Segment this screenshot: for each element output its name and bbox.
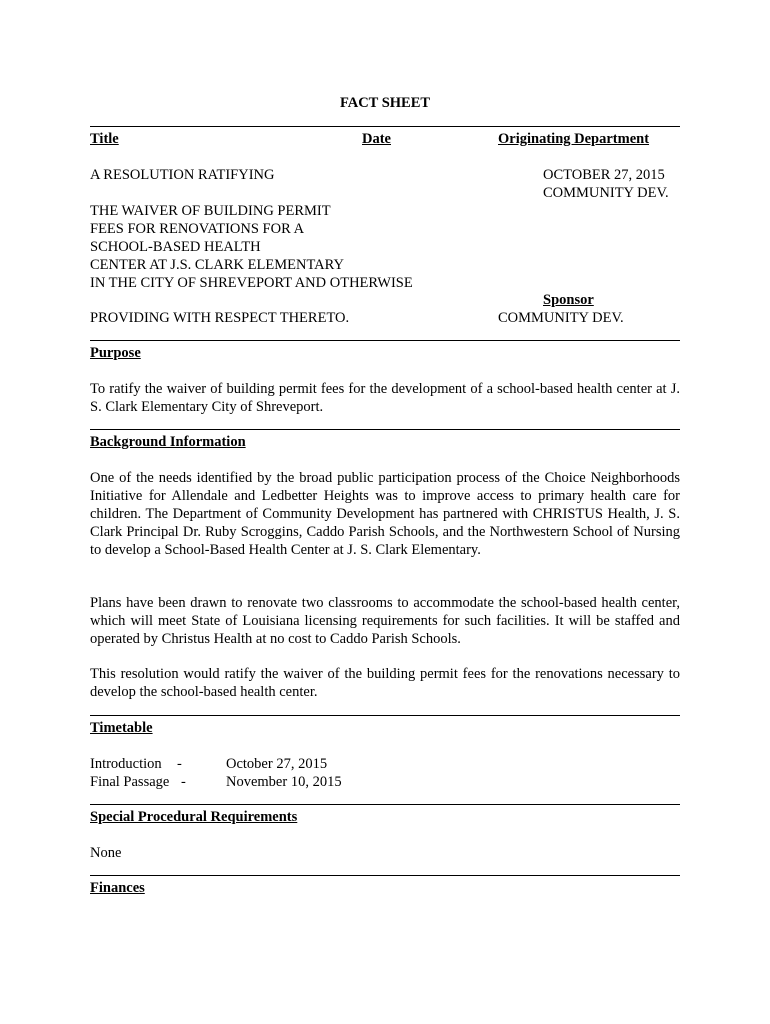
timetable-label: Final Passage (90, 774, 170, 790)
resolution-line: IN THE CITY OF SHREVEPORT AND OTHERWISE (90, 275, 413, 291)
sponsor-value: COMMUNITY DEV. (498, 310, 624, 326)
section-rule (90, 429, 680, 430)
origin-date: OCTOBER 27, 2015 (543, 167, 665, 183)
background-paragraph: One of the needs identified by the broad public participation process of the Choice Neighborhoods Initiative for Allendale and Ledbetter Heights was to improve access to primary health care for children. The Department of Community Development has partnered with CHRISTUS Health, J. S. Clark Principal Dr. Ruby Scroggins, Caddo Parish Schools, and the Northwestern School of Nursing to develop a School-Based Health Center at J. S. Clark Elementary. (90, 470, 680, 558)
timetable-date: October 27, 2015 (226, 756, 328, 772)
purpose-heading: Purpose (90, 345, 141, 361)
resolution-line: FEES FOR RENOVATIONS FOR A (90, 221, 305, 237)
title-column-label: Title (90, 131, 119, 147)
special-requirements-text: None (90, 845, 122, 861)
background-paragraph: Plans have been drawn to renovate two classrooms to accommodate the school-based health center, which will meet State of Louisiana licensing requirements for such facilities. It will be staffed and operated by Christus Health at no cost to Caddo Parish Schools. (90, 595, 680, 647)
background-paragraph: This resolution would ratify the waiver of the building permit fees for the renovations necessary to develop the school-based health center. (90, 666, 680, 700)
section-rule (90, 804, 680, 805)
timetable-dash: - (181, 774, 186, 790)
finances-heading: Finances (90, 880, 145, 896)
document-title: FACT SHEET (339, 95, 431, 111)
section-rule (90, 715, 680, 716)
sponsor-label: Sponsor (543, 292, 594, 308)
timetable-dash: - (177, 756, 182, 772)
header-rule (90, 126, 680, 127)
resolution-last-line: PROVIDING WITH RESPECT THERETO. (90, 310, 350, 326)
resolution-body (90, 202, 413, 292)
date-column-label: Date (362, 131, 391, 147)
timetable-date: November 10, 2015 (226, 774, 342, 790)
resolution-line: CENTER AT J.S. CLARK ELEMENTARY (90, 257, 344, 273)
timetable-heading: Timetable (90, 720, 153, 736)
resolution-line: SCHOOL-BASED HEALTH (90, 239, 261, 255)
purpose-text: To ratify the waiver of building permit fees for the development of a school-based health center at J. S. Clark Elementary City of Shreveport. (90, 381, 680, 415)
special-requirements-heading: Special Procedural Requirements (90, 809, 298, 825)
timetable-label: Introduction (90, 756, 162, 772)
origin-department: COMMUNITY DEV. (543, 185, 669, 201)
section-rule (90, 340, 680, 341)
background-heading: Background Information (90, 434, 246, 450)
resolution-line: THE WAIVER OF BUILDING PERMIT (90, 203, 331, 219)
resolution-first-line: A RESOLUTION RATIFYING (90, 167, 275, 183)
section-rule (90, 875, 680, 876)
originating-department-label: Originating Department (498, 131, 650, 147)
